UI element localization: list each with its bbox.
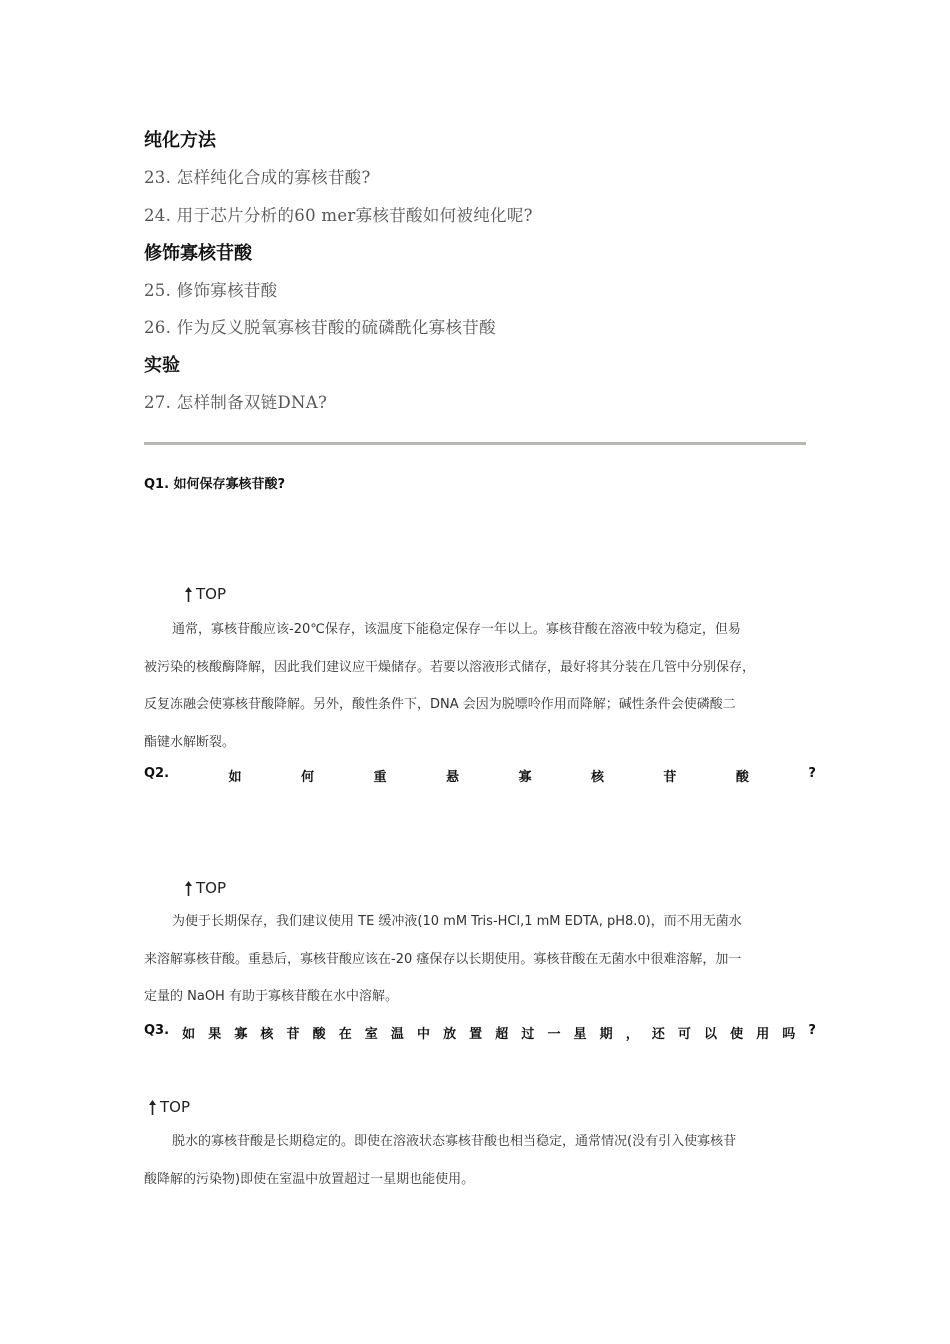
top-label: TOP <box>160 1098 191 1116</box>
section-heading-modification: 修饰寡核苷酸 <box>144 243 252 264</box>
up-arrow-icon <box>184 880 193 897</box>
q2-title-char: 何 <box>301 770 315 785</box>
q2-title-char: 寡 <box>518 770 532 785</box>
q1-answer-line: 反复冻融会使寡核苷酸降解。另外，酸性条件下，DNA 会因为脱嘌呤作用而降解；碱性条件会使磷酸二 <box>144 697 736 712</box>
q2-answer-line: 来溶解寡核苷酸。重悬后，寡核苷酸应该在-20 瘙保存以长期使用。寡核苷酸在无菌水中很难溶解，加一 <box>144 951 742 967</box>
q2-title-char: 悬 <box>445 770 459 785</box>
q3-title-char: Q3. <box>144 1023 170 1038</box>
up-arrow-icon <box>184 586 193 603</box>
q2-title <box>144 766 816 785</box>
q3-title-char: 可 <box>677 1027 691 1042</box>
q3-title-char: 置 <box>469 1027 483 1042</box>
q3-answer-line: 脱水的寡核苷酸是长期稳定的。即使在溶液状态寡核苷酸也相当稳定，通常情况(没有引入使寡核苷 <box>172 1134 737 1149</box>
q3-title-char: 还 <box>651 1027 665 1042</box>
q2-title-char: 重 <box>373 770 387 785</box>
q3-title-char: 在 <box>338 1027 352 1042</box>
q3-title-char: 酸 <box>312 1027 326 1042</box>
q3-title-char: 以 <box>704 1027 718 1042</box>
q3-title <box>144 1023 816 1042</box>
q1-answer <box>144 611 808 761</box>
q3-title-char: 苷 <box>286 1027 300 1042</box>
section-heading-purification: 纯化方法 <box>144 130 216 151</box>
q3-title-char: 放 <box>443 1027 457 1042</box>
q2-answer <box>144 903 808 1016</box>
q2-title-char: 如 <box>228 770 242 785</box>
faq-link-24[interactable]: 24. 用于芯片分析的60 mer寡核苷酸如何被纯化呢? <box>144 206 533 225</box>
q2-answer-line: 定量的 NaOH 有助于寡核苷酸在水中溶解。 <box>144 989 398 1004</box>
q3-title-char: 核 <box>260 1027 274 1042</box>
q1-answer-line: 酯键水解断裂。 <box>144 734 236 750</box>
q3-title-char: 一 <box>547 1027 561 1042</box>
q3-title-char: 使 <box>730 1027 744 1042</box>
q2-top-link[interactable] <box>184 879 226 897</box>
top-label: TOP <box>196 879 227 897</box>
q3-title-char: 中 <box>416 1027 430 1042</box>
q2-title-char: ? <box>808 766 816 781</box>
q3-title-char: ， <box>625 1027 639 1042</box>
q3-title-char: 果 <box>208 1027 222 1042</box>
q3-title-char: 超 <box>495 1027 509 1042</box>
q1-answer-line: 通常，寡核苷酸应该-20℃保存，该温度下能稳定保存一年以上。寡核苷酸在溶液中较为稳定，但易 <box>172 622 741 637</box>
q3-top-link[interactable] <box>148 1098 190 1116</box>
q3-title-char: 寡 <box>234 1027 248 1042</box>
q3-title-char: 吗 <box>782 1027 796 1042</box>
top-label: TOP <box>196 585 227 603</box>
faq-link-27[interactable]: 27. 怎样制备双链DNA? <box>144 393 328 412</box>
q3-answer <box>144 1123 808 1198</box>
faq-link-26[interactable]: 26. 作为反义脱氧寡核苷酸的硫磷酰化寡核苷酸 <box>144 318 496 337</box>
q3-title-char: 过 <box>521 1027 535 1042</box>
q3-title-char: ? <box>808 1023 816 1038</box>
q1-top-link[interactable] <box>184 585 226 603</box>
q1-title: Q1. 如何保存寡核苷酸? <box>144 477 286 492</box>
faq-link-25[interactable]: 25. 修饰寡核苷酸 <box>144 281 278 300</box>
up-arrow-icon <box>148 1099 157 1116</box>
q2-answer-line: 为便于长期保存，我们建议使用 TE 缓冲液(10 mM Tris-HCl,1 mM EDTA, pH8.0)，而不用无菌水 <box>172 914 742 929</box>
q3-title-char: 期 <box>599 1027 613 1042</box>
q2-title-char: Q2. <box>144 766 170 781</box>
q3-title-char: 用 <box>756 1027 770 1042</box>
q2-title-char: 苷 <box>663 770 677 785</box>
q3-title-char: 温 <box>390 1027 404 1042</box>
q2-title-char: 酸 <box>735 770 749 785</box>
q1-answer-line: 被污染的核酸酶降解，因此我们建议应干燥储存。若要以溶液形式储存，最好将其分装在几管中分别保存， <box>144 659 756 675</box>
q3-title-char: 室 <box>364 1027 378 1042</box>
horizontal-divider <box>144 442 806 445</box>
q2-title-char: 核 <box>590 770 604 785</box>
q3-answer-line: 酸降解的污染物)即使在室温中放置超过一星期也能使用。 <box>144 1171 475 1187</box>
q3-title-char: 星 <box>573 1027 587 1042</box>
faq-link-23[interactable]: 23. 怎样纯化合成的寡核苷酸? <box>144 168 371 187</box>
q3-title-char: 如 <box>182 1027 196 1042</box>
section-heading-experiment: 实验 <box>144 355 180 376</box>
